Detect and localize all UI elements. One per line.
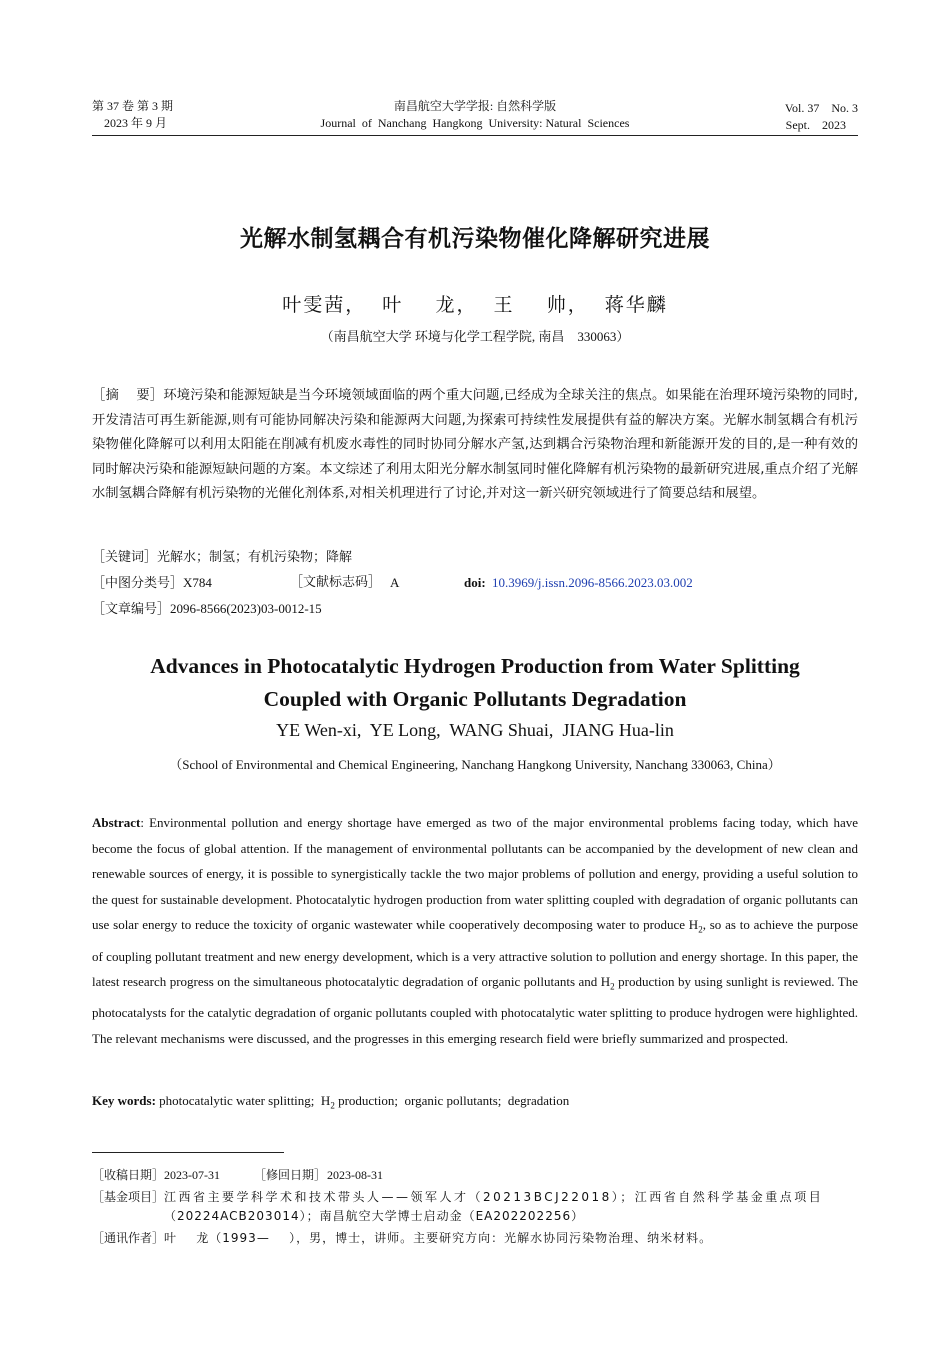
journal-volume-info bbox=[92, 98, 212, 132]
abstract-text-cn: 环境污染和能源短缺是当今环境领域面临的两个重大问题,已经成为全球关注的焦点。如果能在治理环境污染物的同时,开发清洁可再生新能源,则有可能协同解决污染和能源两大问题,为探索可持续性发展提供有益的解决方案。光解水制氢耦合有机污染物催化降解可以利用太阳能在削减有机废水毒性的同时协同分解水产氢,达到耦合污染物治理和新能源开发的目的,是一种有效的同时解决污染和能源短缺问题的方案。本文综述了利用太阳光分解水制氢同时催化降解有机污染物的最新研究进展,重点介绍了光解水制氢耦合降解有机污染物的光催化剂体系,对相关机理进行了讨论,并对这一新兴研究领域进行了简要总结和展望。 bbox=[92, 388, 858, 502]
keywords-text-en-1: photocatalytic water splitting; H bbox=[155, 1093, 331, 1108]
publication-month: 2023 年 9 月 bbox=[104, 116, 168, 130]
corresponding-author-footnote bbox=[92, 1229, 858, 1248]
journal-name-cn: 南昌航空大学学报: 自然科学版 bbox=[393, 99, 557, 113]
corr-text: 叶 龙（1993— ），男，博士，讲师。主要研究方向：光解水协同污染物治理、纳米材料。 bbox=[164, 1231, 713, 1245]
clc-label: ［中图分类号］ bbox=[92, 576, 184, 591]
corr-label: ［通讯作者］ bbox=[92, 1231, 165, 1245]
journal-name bbox=[250, 98, 700, 132]
keywords-label-cn: ［关键词］ bbox=[92, 550, 158, 565]
date-en: Sept. 2023 bbox=[785, 118, 846, 132]
classification-row bbox=[92, 573, 858, 594]
header-rule bbox=[92, 135, 858, 136]
journal-name-en: Journal of Nanchang Hangkong University: Natural Sciences bbox=[320, 116, 630, 130]
journal-volume-en bbox=[740, 100, 858, 134]
paper-title-cn: 光解水制氢耦合有机污染物催化降解研究进展 bbox=[240, 226, 710, 252]
fund-text-line2: （20224ACB203014）；南昌航空大学博士启动金（EA202202256） bbox=[164, 1209, 585, 1223]
affiliation-en: （School of Environmental and Chemical Engineering, Nanchang Hangkong University, Nanchang 330063, China） bbox=[169, 757, 781, 772]
paper-title-en bbox=[92, 650, 858, 716]
keywords-text-en-2: production; organic pollutants; degradation bbox=[334, 1093, 570, 1108]
authors-en: YE Wen-xi, YE Long, WANG Shuai, JIANG Hua-lin bbox=[276, 720, 674, 740]
affiliation-cn: （南昌航空大学 环境与化学工程学院, 南昌 330063） bbox=[320, 329, 630, 344]
received-label: ［收稿日期］ bbox=[92, 1168, 165, 1182]
clc-value: X784 bbox=[183, 575, 212, 590]
title-en-line2: Coupled with Organic Pollutants Degradation bbox=[263, 687, 687, 711]
abstract-cn bbox=[92, 384, 858, 507]
h2-subscript: 2 bbox=[610, 981, 615, 992]
volume-issue: 第 37 卷 第 3 期 bbox=[92, 99, 174, 113]
doccode-value: A bbox=[390, 575, 400, 590]
authors-cn: 叶雯茜， 叶 龙， 王 帅， 蒋华麟 bbox=[282, 294, 668, 316]
keywords-cn bbox=[92, 547, 858, 568]
doi-label: doi: bbox=[464, 575, 486, 590]
abstract-en bbox=[92, 810, 858, 1052]
revised-date: 2023-08-31 bbox=[327, 1168, 383, 1182]
fund-label: ［基金项目］ bbox=[92, 1190, 165, 1204]
doccode-label: ［文献标志码］ bbox=[290, 575, 382, 590]
received-date: 2023-07-31 bbox=[164, 1168, 221, 1182]
h2-subscript: 2 bbox=[698, 924, 703, 935]
article-no-label: ［文章编号］ bbox=[92, 602, 171, 617]
revised-label: ［修回日期］ bbox=[254, 1168, 327, 1182]
h2-subscript: 2 bbox=[330, 1100, 335, 1111]
article-number-row bbox=[92, 599, 858, 620]
title-en-line1: Advances in Photocatalytic Hydrogen Production from Water Splitting bbox=[150, 654, 800, 678]
doi-link[interactable]: 10.3969/j.issn.2096-8566.2023.03.002 bbox=[492, 575, 693, 590]
fund-footnote bbox=[92, 1188, 858, 1226]
article-no-value: 2096-8566(2023)03-0012-15 bbox=[170, 601, 322, 616]
abstract-text-en-3: production by using sunlight is reviewed. The photocatalysts for the catalytic degradation of organic pollutants coupled with photocatalytic water splitting to produce hydrogen were highlighted. The relevant mechanisms were discussed, and the progresses in this emerging research field were briefly summarized and prospected. bbox=[92, 974, 858, 1046]
volume-en: Vol. 37 No. 3 bbox=[784, 101, 858, 115]
footnote-rule bbox=[92, 1152, 284, 1153]
keywords-text-cn: 光解水；制氢；有机污染物；降解 bbox=[157, 550, 353, 565]
abstract-text-en-2: , so as to achieve the purpose of coupling pollutant treatment and new energy development, which is a very attractive solution to pollution and energy shortage. In this paper, the latest research progress on the simultaneous photocatalytic degradation of organic pollutants and H bbox=[92, 917, 858, 990]
dates-footnote bbox=[92, 1166, 858, 1185]
abstract-text-en-1: : Environmental pollution and energy shortage have emerged as two of the major environmental problems facing today, which have become the focus of global attention. If the management of environmental pollutants can be accompanied by the development of new clean and renewable sources of energy, it is possible to synergistically tackle the two major problems of pollution and energy, providing a useful solution to the quest for sustainable development. Photocatalytic hydrogen production from water splitting coupled with degradation of organic pollutants can use solar energy to reduce the toxicity of organic wastewater while cooperatively decomposing water to produce H bbox=[92, 815, 858, 933]
abstract-label-cn: ［摘 要］ bbox=[92, 388, 164, 403]
fund-text-line1: 江西省主要学科学术和技术带头人——领军人才（20213BCJ22018）；江西省自然科学基金重点项目 bbox=[164, 1190, 824, 1204]
keywords-en bbox=[92, 1093, 858, 1111]
keywords-label-en: Key words: bbox=[92, 1093, 156, 1108]
abstract-label-en: Abstract bbox=[92, 815, 141, 830]
